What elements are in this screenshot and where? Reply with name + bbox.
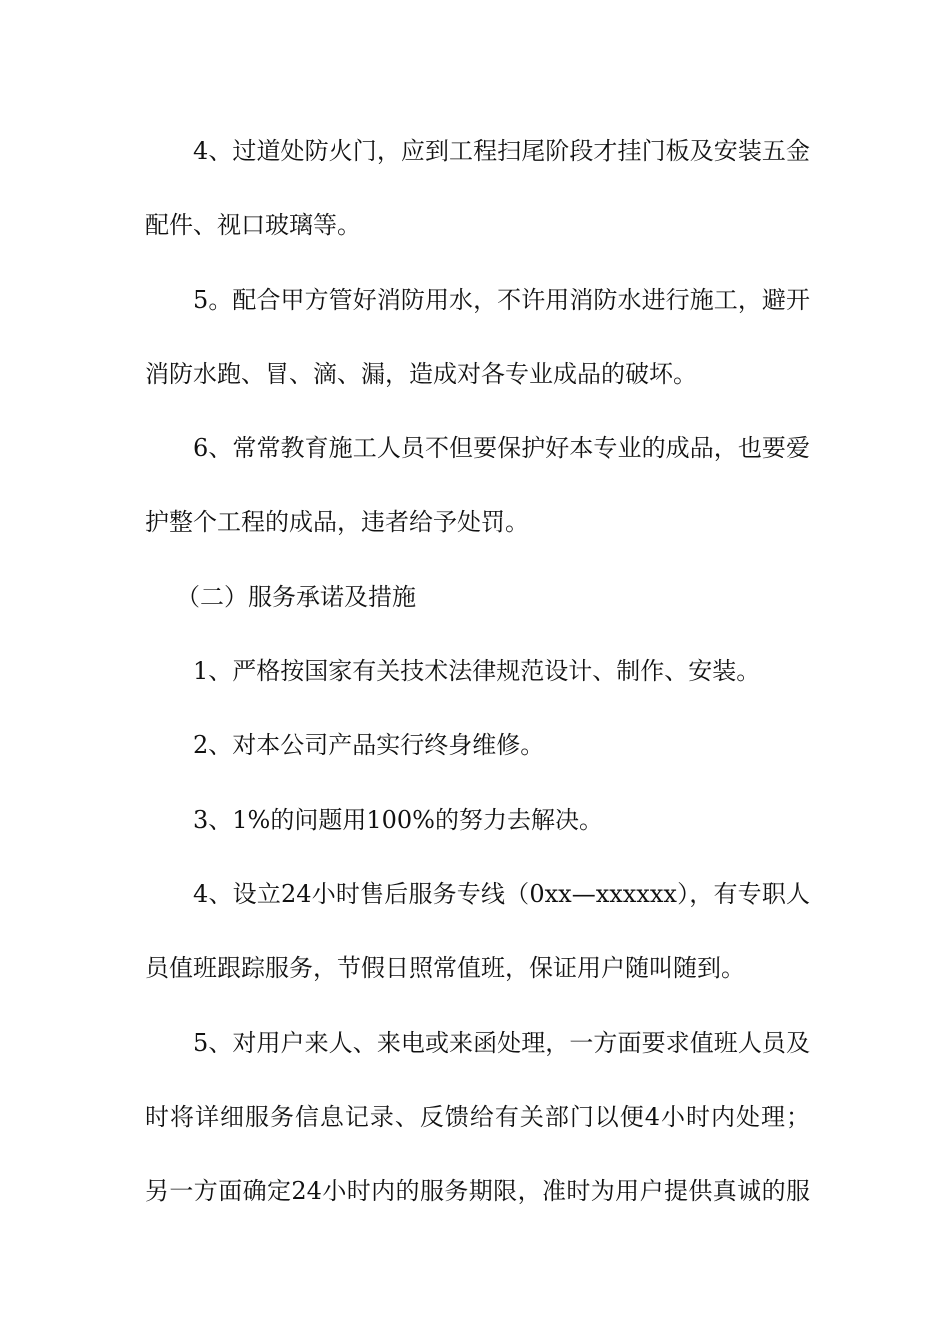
paragraph-line-4-end: 配件、视口玻璃等。: [145, 211, 361, 239]
service-item-5-start: 5、对用户来人、来电或来函处理，一方面要求值班人员及: [193, 1029, 810, 1057]
service-item-3: 3、1%的问题用100%的努力去解决。: [193, 806, 603, 834]
service-item-1: 1、严格按国家有关技术法律规范设计、制作、安装。: [193, 657, 761, 685]
paragraph-line-4-start: 4、过道处防火门，应到工程扫尾阶段才挂门板及安装五金: [193, 137, 810, 165]
service-item-5-end: 另一方面确定24小时内的服务期限，准时为用户提供真诚的服: [145, 1177, 810, 1205]
service-item-2: 2、对本公司产品实行终身维修。: [193, 731, 545, 759]
service-item-4-end: 员值班跟踪服务，节假日照常值班，保证用户随叫随到。: [145, 954, 745, 982]
service-item-5-middle: 时将详细服务信息记录、反馈给有关部门以便4小时内处理；: [145, 1103, 810, 1131]
service-item-4-start: 4、设立24小时售后服务专线（0xx—xxxxxx），有专职人: [193, 880, 810, 908]
paragraph-line-5-start: 5。配合甲方管好消防用水，不许用消防水进行施工，避开: [193, 286, 810, 314]
section-heading: （二）服务承诺及措施: [176, 583, 416, 611]
paragraph-line-6-start: 6、常常教育施工人员不但要保护好本专业的成品，也要爱: [193, 434, 810, 462]
paragraph-line-5-end: 消防水跑、冒、滴、漏，造成对各专业成品的破坏。: [145, 360, 697, 388]
paragraph-line-6-end: 护整个工程的成品，违者给予处罚。: [145, 508, 529, 536]
